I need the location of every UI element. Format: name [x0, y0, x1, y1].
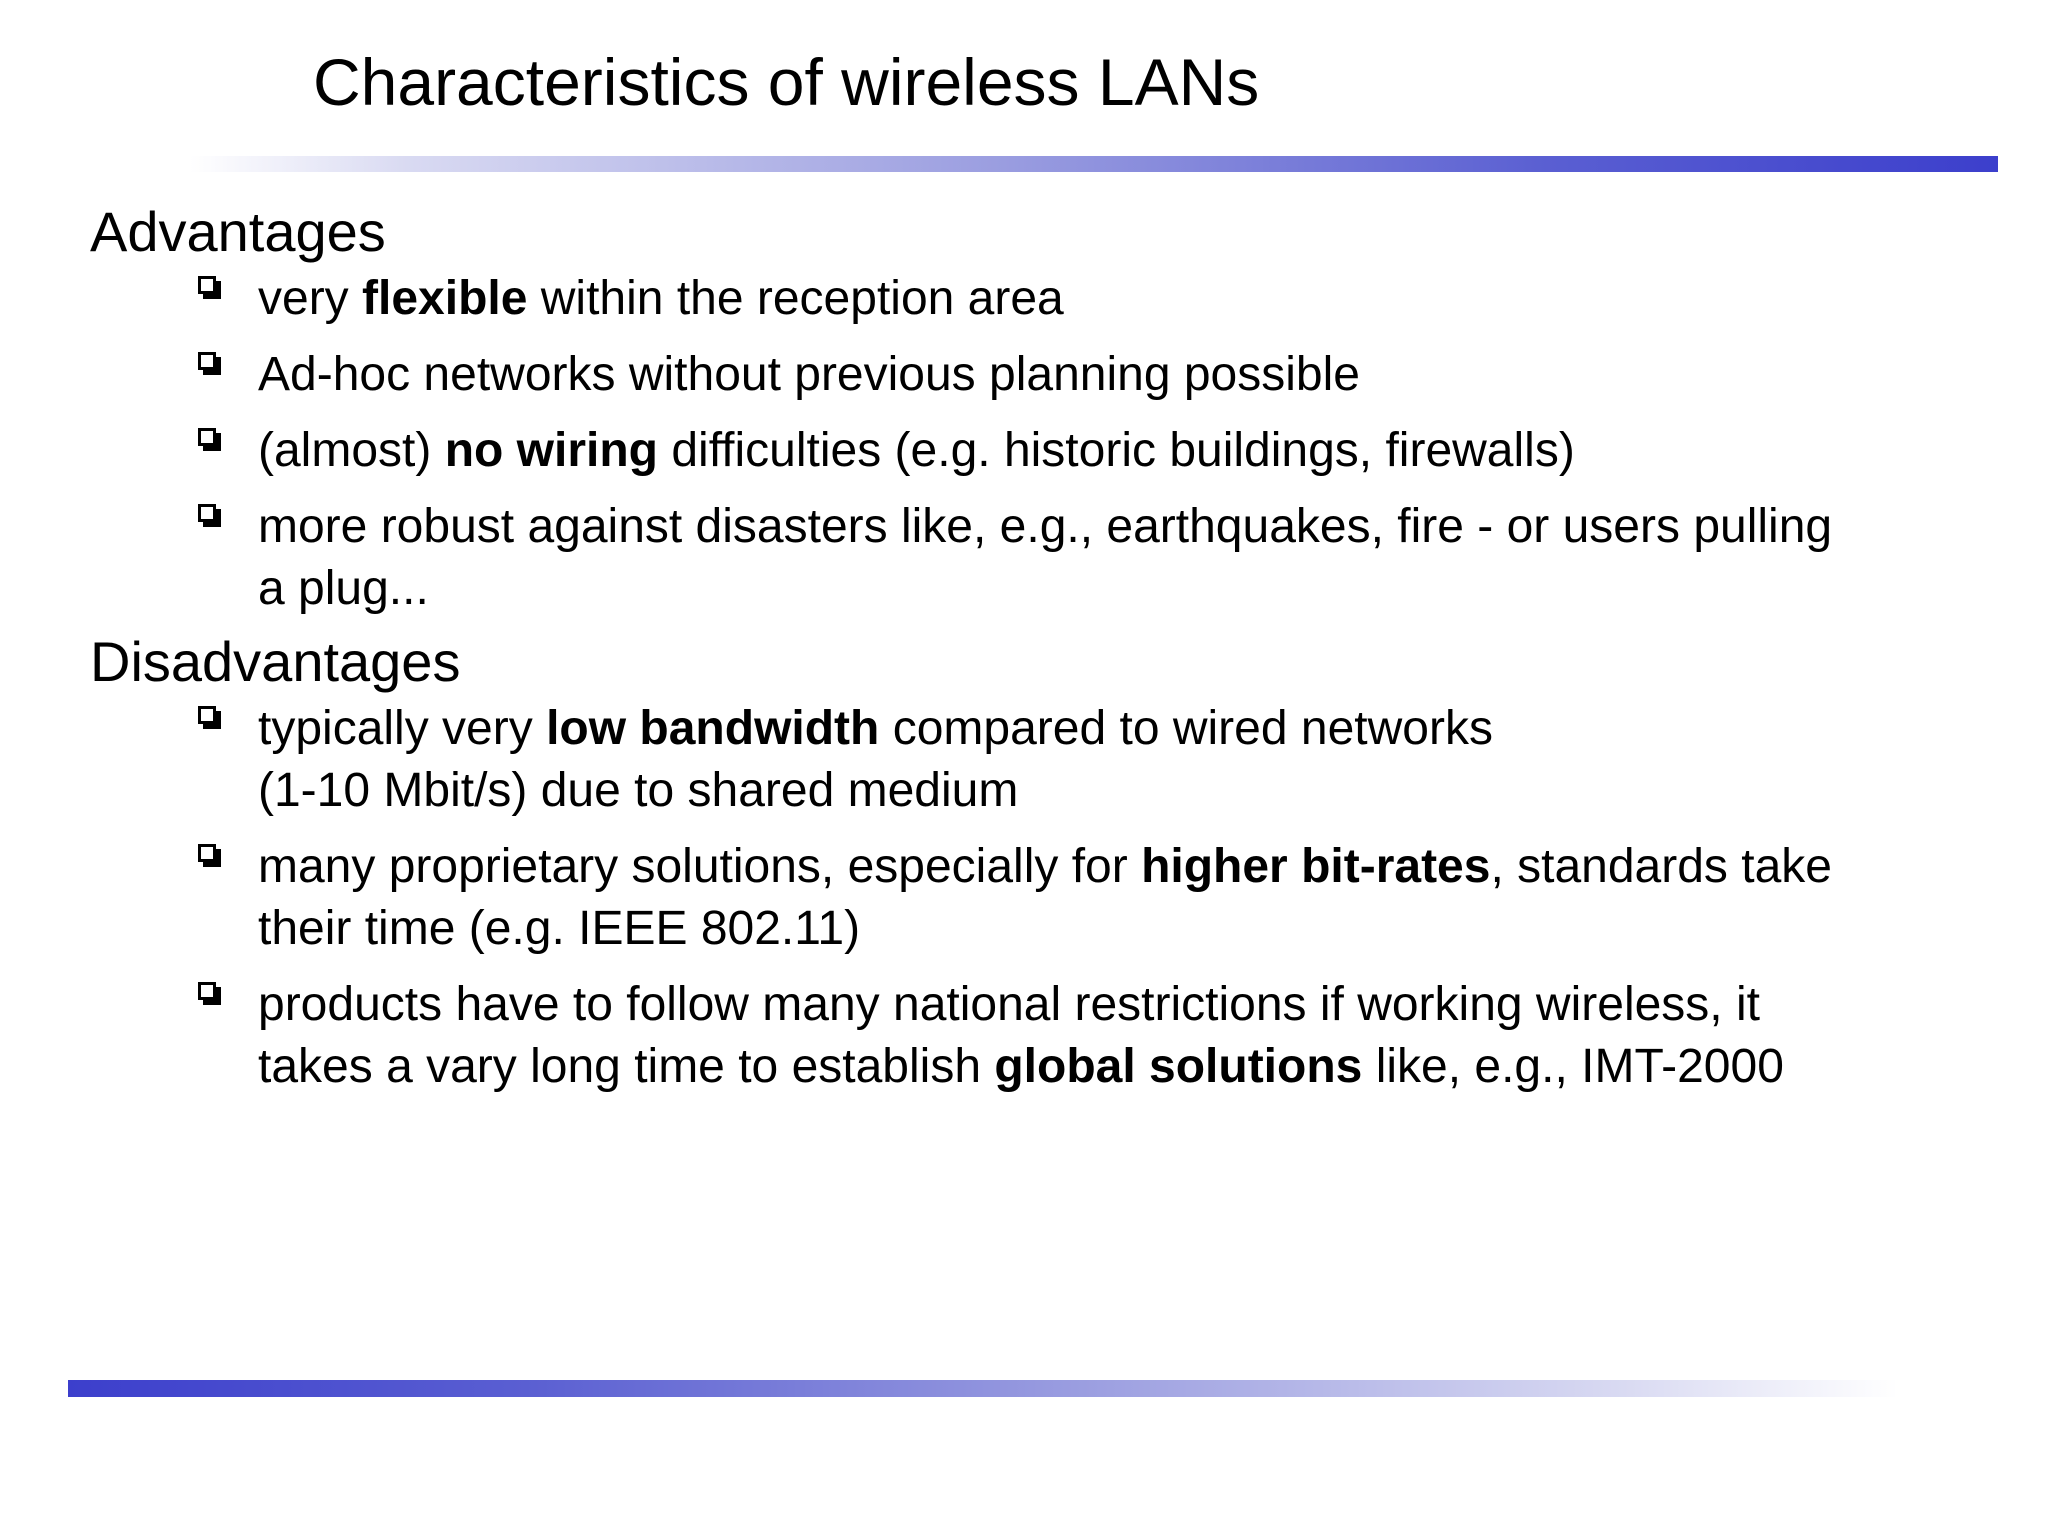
bullet-item — [90, 420, 1990, 482]
square-checkbox-bullet-icon — [198, 706, 220, 728]
bullet-text: takes a vary long time to establish — [258, 1040, 995, 1093]
bullet-line — [258, 420, 1990, 482]
slide-content — [90, 200, 1990, 1108]
square-checkbox-bullet-icon — [198, 844, 220, 866]
bullet-list — [90, 268, 1990, 620]
bullet-text: many proprietary solutions, especially for — [258, 840, 1142, 893]
title-underline-gradient — [190, 156, 1998, 172]
square-checkbox-bullet-icon — [198, 982, 220, 1004]
bullet-item — [90, 698, 1990, 822]
slide-title: Characteristics of wireless LANs — [313, 45, 1260, 119]
bullet-text: typically very — [258, 702, 547, 755]
section-heading-disadvantages: Disadvantages — [90, 630, 461, 693]
bullet-text: (1-10 Mbit/s) due to shared medium — [258, 764, 1019, 817]
bullet-line — [258, 558, 1990, 620]
bullet-item — [90, 344, 1990, 406]
bullet-text: difficulties (e.g. historic buildings, firewalls) — [658, 424, 1575, 477]
bullet-line — [258, 836, 1990, 898]
bullet-text: like, e.g., IMT-2000 — [1362, 1040, 1784, 1093]
emphasized-text: no wiring — [444, 424, 658, 477]
bullet-item — [90, 974, 1990, 1098]
bullet-line — [258, 898, 1990, 960]
square-checkbox-bullet-icon — [198, 504, 220, 526]
section-heading-advantages: Advantages — [90, 200, 386, 263]
bullet-text: (almost) — [258, 424, 445, 477]
bullet-item — [90, 836, 1990, 960]
emphasized-text: flexible — [362, 272, 528, 325]
bullet-list — [90, 698, 1990, 1098]
emphasized-text: low bandwidth — [546, 702, 880, 755]
bullet-line — [258, 496, 1990, 558]
bullet-text: products have to follow many national restrictions if working wireless, it — [258, 978, 1760, 1031]
bullet-text: within the reception area — [527, 272, 1064, 325]
bullet-text: more robust against disasters like, e.g., earthquakes, fire - or users pulling — [258, 500, 1833, 553]
square-checkbox-bullet-icon — [198, 352, 220, 374]
bullet-text: very — [258, 272, 363, 325]
bullet-line — [258, 268, 1990, 330]
bullet-text: compared to wired networks — [879, 702, 1493, 755]
bullet-line — [258, 974, 1990, 1036]
bullet-line — [258, 344, 1990, 406]
bullet-text: their time (e.g. IEEE 802.11) — [258, 902, 861, 955]
footer-gradient-bar — [68, 1380, 1898, 1397]
bullet-line — [258, 760, 1990, 822]
bullet-text: Ad-hoc networks without previous planning possible — [258, 348, 1360, 401]
bullet-line — [258, 1036, 1990, 1098]
bullet-text: a plug... — [258, 562, 429, 615]
bullet-item — [90, 268, 1990, 330]
emphasized-text: higher bit-rates — [1141, 840, 1491, 893]
bullet-item — [90, 496, 1990, 620]
emphasized-text: global solutions — [994, 1040, 1363, 1093]
bullet-line — [258, 698, 1990, 760]
square-checkbox-bullet-icon — [198, 428, 220, 450]
bullet-text: , standards take — [1490, 840, 1832, 893]
square-checkbox-bullet-icon — [198, 276, 220, 298]
